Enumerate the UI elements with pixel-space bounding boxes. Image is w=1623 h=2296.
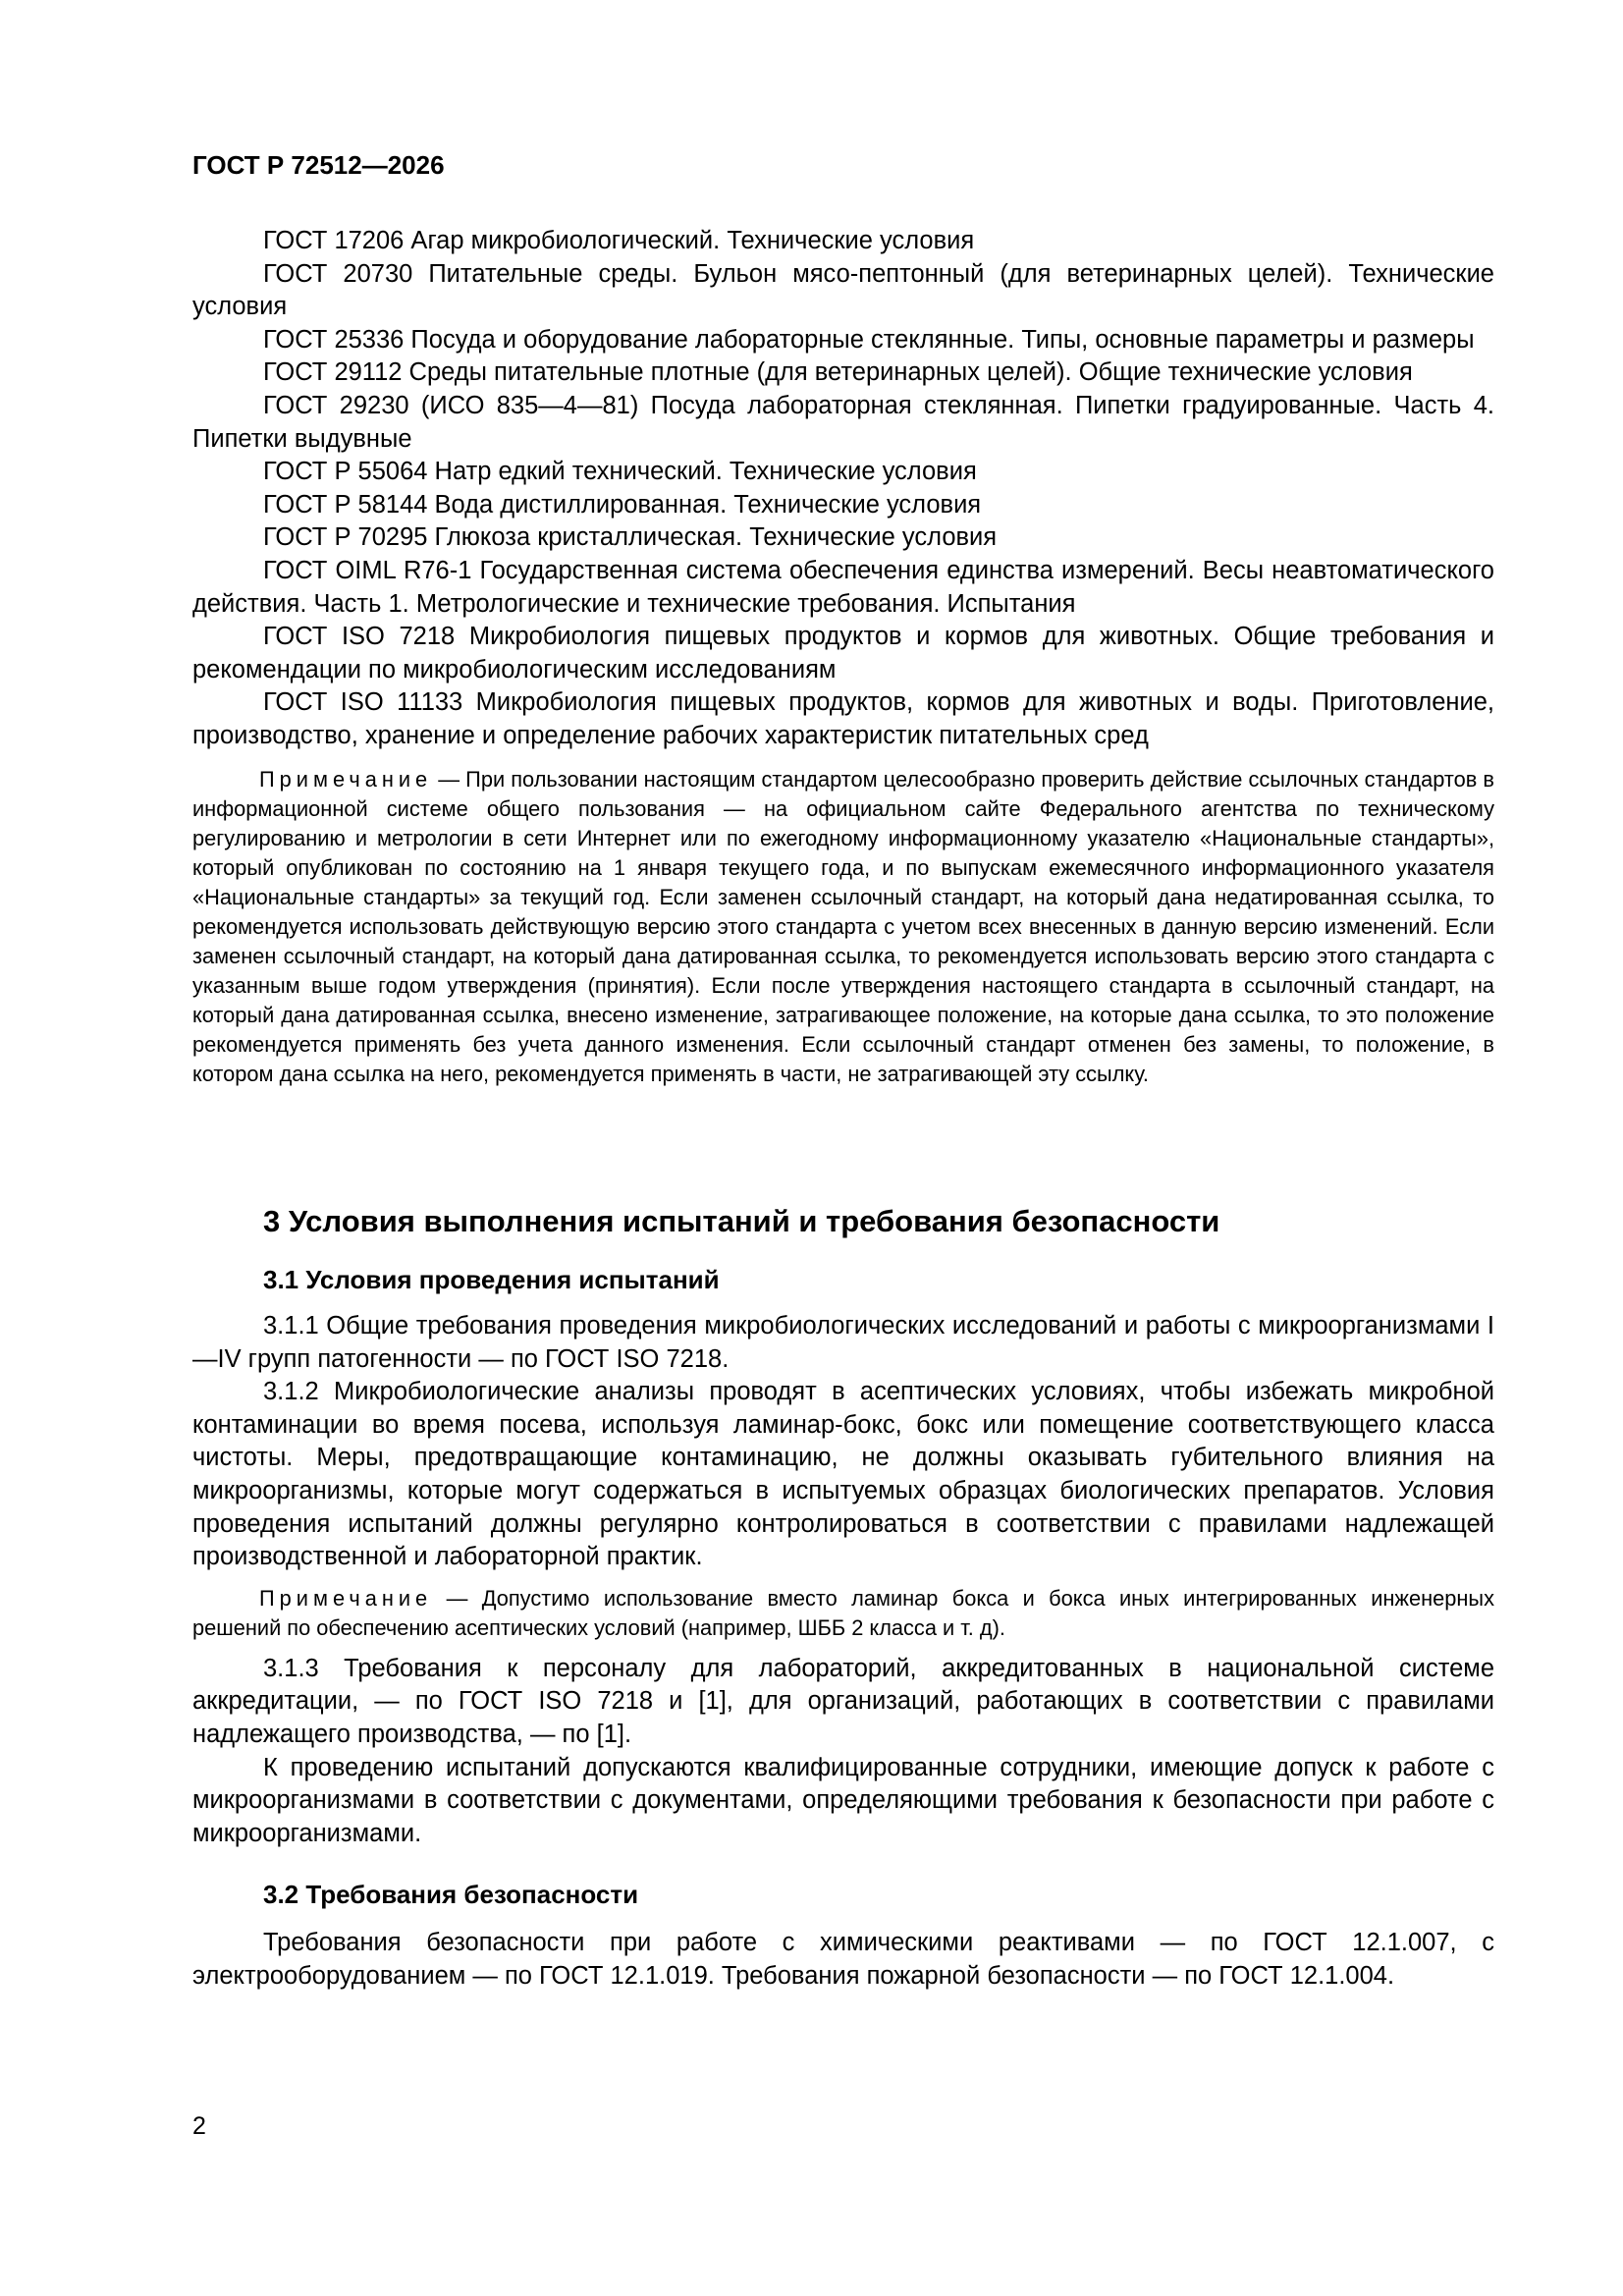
reference-item: ГОСТ ISO 11133 Микробиология пищевых продуктов, кормов для животных и воды. Приготовление, производство, хранение и определение рабочих характеристик питательных сред [192,688,1494,749]
subsection-3-2-title: 3.2 Требования безопасности [263,1880,639,1909]
normative-references [192,225,1494,1089]
note-text: — При пользовании настоящим стандартом целесообразно проверить действие ссылочных стандартов в информационной системе общего пользования — на официальном сайте Федерального агентства по техническому регулированию и метрологии в сети Интернет или по ежегодному информационному указателю «Национальные стандарты», который опубликован по состоянию на 1 января текущего года, и по выпускам ежемесячного информационного указателя «Национальные стандарты» за текущий год. Если заменен ссылочный стандарт, на который дана недатированная ссылка, то рекомендуется использовать действующую версию этого стандарта с учетом всех внесенных в данную версию изменений. Если заменен ссылочный стандарт, на который дана датированная ссылка, то рекомендуется использовать версию этого стандарта с указанным выше годом утверждения (принятия). Если после утверждения настоящего стандарта в ссылочный стандарт, на который дана датированная ссылка, внесено изменение, затрагивающее положение, на которые дана ссылка, то это положение рекомендуется применять без учета данного изменения. Если ссылочный стандарт отменен без замены, то положение, в котором дана ссылка на него, рекомендуется применять в части, не затрагивающей эту ссылку. [192,766,1494,1086]
reference-item: ГОСТ ISO 7218 Микробиология пищевых продуктов и кормов для животных. Общие требования и рекомендации по микробиологическим исследованиям [192,623,1494,683]
paragraph-3-1-3: 3.1.3 Требования к персоналу для лабораторий, аккредитованных в национальной системе аккредитации, — по ГОСТ ISO 7218 и [1], для организаций, работающих в соответствии с правилами надлежащего производства, — по [1]. [192,1654,1494,1748]
section-3-2 [192,1878,1494,1993]
note-text: — Допустимо использование вместо ламинар бокса и бокса иных интегрированных инженерных решений по обеспечению асептических условий (например, ШББ 2 класса и т. д). [192,1585,1494,1640]
document-header-id: ГОСТ Р 72512—2026 [192,150,445,180]
references-note [192,765,1494,1089]
reference-item: ГОСТ 17206 Агар микробиологический. Технические условия [263,227,975,254]
reference-item: ГОСТ 29112 Среды питательные плотные (для ветеринарных целей). Общие технические условия [263,358,1413,387]
paragraph-3-1-3-b: К проведению испытаний допускаются квалифицированные сотрудники, имеющие допуск к работе с микроорганизмами в соответствии с документами, определяющими требования к безопасности при работе с микроорганизмами. [192,1753,1494,1847]
note-3-1-2 [192,1584,1494,1643]
reference-item: ГОСТ Р 58144 Вода дистиллированная. Технические условия [263,490,982,519]
note-label: Примечание [259,766,433,792]
reference-item: ГОСТ Р 55064 Натр едкий технический. Технические условия [263,458,977,486]
reference-item: ГОСТ 20730 Питательные среды. Бульон мясо-пептонный (для ветеринарных целей). Технические условия [192,259,1494,321]
section-3-1 [192,1263,1494,1850]
subsection-3-1-title: 3.1 Условия проведения испытаний [263,1265,720,1294]
reference-item: ГОСТ Р 70295 Глюкоза кристаллическая. Технические условия [263,523,998,552]
reference-item: ГОСТ OIML R76-1 Государственная система обеспечения единства измерений. Весы неавтоматического действия. Часть 1. Метрологические и технические требования. Испытания [192,556,1494,618]
section-3-title: 3 Условия выполнения испытаний и требования безопасности [263,1204,1220,1238]
page-number: 2 [192,2112,206,2140]
paragraph-3-1-2: 3.1.2 Микробиологические анализы проводят в асептических условиях, чтобы избежать микробной контаминации во время посева, используя ламинар-бокс, бокс или помещение соответствующего класса чистоты. Меры, предотвращающие контаминацию, не должны оказывать губительного влияния на микроорганизмы, которые могут содержаться в испытуемых образцах биологических препаратов. Условия проведения испытаний должны регулярно контролироваться в соответствии с правилами надлежащей производственной и лабораторной практик. [192,1378,1494,1571]
reference-item: ГОСТ 29230 (ИСО 835—4—81) Посуда лабораторная стеклянная. Пипетки градуированные. Часть 4. Пипетки выдувные [192,391,1494,453]
reference-item: ГОСТ 25336 Посуда и оборудование лабораторные стеклянные. Типы, основные параметры и размеры [263,325,1475,354]
note-label: Примечание [259,1585,433,1611]
paragraph-3-1-1: 3.1.1 Общие требования проведения микробиологических исследований и работы с микроорганизмами I—IV групп патогенности — по ГОСТ ISO 7218. [192,1312,1494,1373]
paragraph-3-2: Требования безопасности при работе с химическими реактивами — по ГОСТ 12.1.007, с электрооборудованием — по ГОСТ 12.1.019. Требования пожарной безопасности — по ГОСТ 12.1.004. [192,1929,1494,1990]
